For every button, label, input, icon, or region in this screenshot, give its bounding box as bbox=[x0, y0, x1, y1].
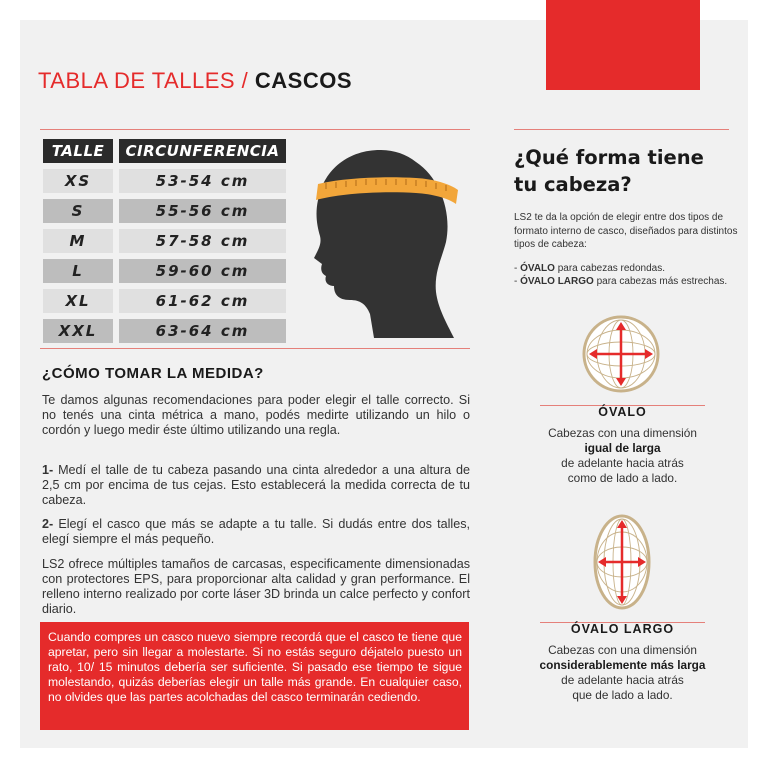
size-circ-cell: 63-64 cm bbox=[119, 319, 286, 343]
long-oval-desc-line4: que de lado a lado. bbox=[572, 688, 673, 702]
size-talle-cell: XL bbox=[43, 289, 113, 313]
col-header-talle: TALLE bbox=[43, 139, 113, 163]
oval-label: ÓVALO bbox=[598, 405, 647, 419]
shape-heading-line2: tu cabeza? bbox=[514, 173, 632, 196]
bullet1-bold: ÓVALO bbox=[520, 263, 555, 274]
bullet2-rest: para cabezas más estrechas. bbox=[593, 276, 728, 287]
oval-desc-line4: como de lado a lado. bbox=[567, 471, 678, 485]
ls2-description: LS2 ofrece múltiples tamaños de carcasas, especificamente dimensionadas con protectores EPS, para proporcionar alta calidad y gran performance. El relleno interno realizado por corte láser 3D brinda un calce perfecto y confort diario. bbox=[42, 557, 470, 616]
measure-step-1 bbox=[42, 463, 470, 508]
bullet2-prefix: - bbox=[514, 276, 521, 287]
title-part1: TABLA DE TALLES / bbox=[38, 68, 255, 93]
divider-top-left bbox=[40, 129, 470, 130]
note-text: Cuando compres un casco nuevo siempre recordá que el casco te tiene que apretar, pero sin llegar a molestarte. Si no estás seguro déjatelo puesto un rato, 10/ 15 minutos debería ser suficiente. Si pasado ese tiempo te sigue molestando, quizás deberías elegir un talle más grande. En cualquier caso, no olvides que las partes acolchadas del casco terminarán cediendo. bbox=[48, 630, 462, 704]
step1-text: Medí el talle de tu cabeza pasando una cinta alrededor a una altura de 2,5 cm por encima de tus cejas. Esto establecerá la medida correcta de tu cabeza. bbox=[42, 463, 470, 507]
oval-desc-line3: de adelante hacia atrás bbox=[561, 456, 684, 470]
shape-heading-line1: ¿Qué forma tiene bbox=[514, 146, 704, 169]
size-talle-cell: XS bbox=[43, 169, 113, 193]
size-circ-cell: 61-62 cm bbox=[119, 289, 286, 313]
measure-heading: ¿CÓMO TOMAR LA MEDIDA? bbox=[42, 365, 264, 382]
oval-desc-line2: igual de larga bbox=[584, 441, 661, 455]
note-box bbox=[40, 622, 469, 730]
long-oval-desc-line1: Cabezas con una dimensión bbox=[548, 643, 697, 657]
measure-intro: Te damos algunas recomendaciones para poder elegir el talle correcto. Si no tenés una cinta métrica a mano, podés medirte utilizando un hilo o cordón y luego medir éste último utilizando una regla. bbox=[42, 393, 470, 437]
shape-intro: LS2 te da la opción de elegir entre dos tipos de formato interno de casco, diseñados para distintos tipos de cabeza: bbox=[514, 212, 738, 250]
long-oval-label: ÓVALO LARGO bbox=[570, 622, 675, 636]
shape-bullet-long-oval bbox=[514, 275, 739, 289]
long-oval-desc-line3: de adelante hacia atrás bbox=[561, 673, 684, 687]
red-corner-block bbox=[546, 0, 700, 90]
bullet2-bold: ÓVALO LARGO bbox=[520, 276, 594, 287]
step2-text: Elegí el casco que más se adapte a tu talle. Si dudás entre dos talles, elegí siempre el más pequeño. bbox=[42, 517, 470, 546]
shape-bullet-oval bbox=[514, 262, 739, 276]
size-talle-cell: S bbox=[43, 199, 113, 223]
measure-step-2 bbox=[42, 517, 470, 547]
size-circ-cell: 59-60 cm bbox=[119, 259, 286, 283]
oval-head-icon bbox=[581, 314, 661, 394]
bullet1-prefix: - bbox=[514, 263, 521, 274]
long-oval-head-icon bbox=[592, 512, 652, 612]
size-circ-cell: 55-56 cm bbox=[119, 199, 286, 223]
long-oval-desc-line2: considerablemente más larga bbox=[539, 658, 706, 672]
divider-top-right bbox=[514, 129, 729, 130]
title-part2: CASCOS bbox=[254, 68, 352, 93]
page-title bbox=[38, 68, 352, 94]
size-talle-cell: XXL bbox=[43, 319, 113, 343]
oval-description bbox=[515, 426, 730, 486]
bullet1-rest: para cabezas redondas. bbox=[554, 263, 666, 274]
step1-number: 1- bbox=[42, 463, 54, 477]
size-circ-cell: 57-58 cm bbox=[119, 229, 286, 253]
divider-mid-left bbox=[40, 348, 470, 349]
head-silhouette-illustration bbox=[312, 148, 462, 340]
size-circ-cell: 53-54 cm bbox=[119, 169, 286, 193]
shape-heading bbox=[514, 144, 704, 198]
col-header-circunferencia: CIRCUNFERENCIA bbox=[119, 139, 286, 163]
long-oval-description bbox=[515, 643, 730, 703]
oval-desc-line1: Cabezas con una dimensión bbox=[548, 426, 697, 440]
size-talle-cell: M bbox=[43, 229, 113, 253]
size-talle-cell: L bbox=[43, 259, 113, 283]
step2-number: 2- bbox=[42, 517, 54, 531]
